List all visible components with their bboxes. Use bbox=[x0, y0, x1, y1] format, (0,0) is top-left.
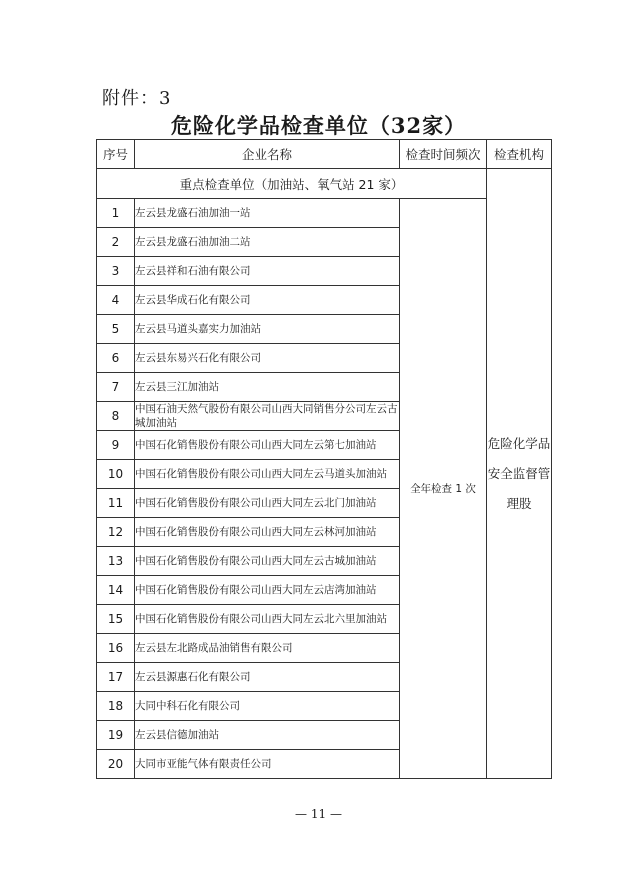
row-number: 1 bbox=[97, 199, 135, 228]
enterprise-name: 左云县信德加油站 bbox=[135, 721, 400, 750]
enterprise-name: 中国石油天然气股份有限公司山西大同销售分公司左云古城加油站 bbox=[135, 403, 398, 429]
row-number: 15 bbox=[97, 605, 135, 634]
row-number: 6 bbox=[97, 344, 135, 373]
frequency-cell: 全年检查 1 次 bbox=[400, 199, 487, 779]
enterprise-name: 中国石化销售股份有限公司山西大同左云店湾加油站 bbox=[135, 576, 400, 605]
enterprise-name: 左云县马道头嘉实力加油站 bbox=[135, 315, 400, 344]
enterprise-name: 大同市亚能气体有限责任公司 bbox=[135, 750, 400, 779]
header-frequency: 检查时间频次 bbox=[400, 140, 487, 169]
enterprise-name: 左云县源惠石化有限公司 bbox=[135, 663, 400, 692]
row-number: 8 bbox=[97, 402, 135, 431]
enterprise-name: 左云县龙盛石油加油二站 bbox=[135, 228, 400, 257]
row-number: 11 bbox=[97, 489, 135, 518]
row-number: 18 bbox=[97, 692, 135, 721]
inspection-table bbox=[96, 139, 552, 779]
table-header-row bbox=[97, 140, 552, 169]
enterprise-name: 左云县龙盛石油加油一站 bbox=[135, 199, 400, 228]
enterprise-name: 中国石化销售股份有限公司山西大同左云马道头加油站 bbox=[135, 460, 400, 489]
row-number: 16 bbox=[97, 634, 135, 663]
table-row bbox=[97, 199, 552, 228]
enterprise-name: 左云县华成石化有限公司 bbox=[135, 286, 400, 315]
header-no: 序号 bbox=[97, 140, 135, 169]
enterprise-name: 左云县东易兴石化有限公司 bbox=[135, 344, 400, 373]
document-title: 危险化学品检查单位（32家） bbox=[170, 113, 467, 138]
enterprise-name: 左云县三江加油站 bbox=[135, 373, 400, 402]
enterprise-name: 左云县祥和石油有限公司 bbox=[135, 257, 400, 286]
header-agency: 检查机构 bbox=[487, 140, 552, 169]
row-number: 19 bbox=[97, 721, 135, 750]
enterprise-name: 中国石化销售股份有限公司山西大同左云第七加油站 bbox=[135, 431, 400, 460]
attachment-label: 附件：3 bbox=[102, 88, 172, 109]
row-number: 9 bbox=[97, 431, 135, 460]
row-number: 14 bbox=[97, 576, 135, 605]
enterprise-name: 中国石化销售股份有限公司山西大同左云北门加油站 bbox=[135, 489, 400, 518]
row-number: 4 bbox=[97, 286, 135, 315]
enterprise-name: 中国石化销售股份有限公司山西大同左云古城加油站 bbox=[135, 547, 400, 576]
enterprise-name: 中国石化销售股份有限公司山西大同左云林河加油站 bbox=[135, 518, 400, 547]
page-number: — 11 — bbox=[295, 807, 342, 821]
row-number: 5 bbox=[97, 315, 135, 344]
row-number: 3 bbox=[97, 257, 135, 286]
row-number: 13 bbox=[97, 547, 135, 576]
row-number: 20 bbox=[97, 750, 135, 779]
enterprise-name: 左云县左北路成品油销售有限公司 bbox=[135, 634, 400, 663]
row-number: 2 bbox=[97, 228, 135, 257]
row-number: 10 bbox=[97, 460, 135, 489]
category-row bbox=[97, 169, 552, 199]
agency-cell: 危险化学品安全监督管理股 bbox=[487, 169, 552, 779]
row-number: 17 bbox=[97, 663, 135, 692]
enterprise-name: 中国石化销售股份有限公司山西大同左云北六里加油站 bbox=[135, 605, 400, 634]
row-number: 12 bbox=[97, 518, 135, 547]
row-number: 7 bbox=[97, 373, 135, 402]
header-name: 企业名称 bbox=[135, 140, 400, 169]
category-label: 重点检查单位（加油站、氧气站 21 家） bbox=[97, 169, 487, 199]
enterprise-name: 大同中科石化有限公司 bbox=[135, 692, 400, 721]
